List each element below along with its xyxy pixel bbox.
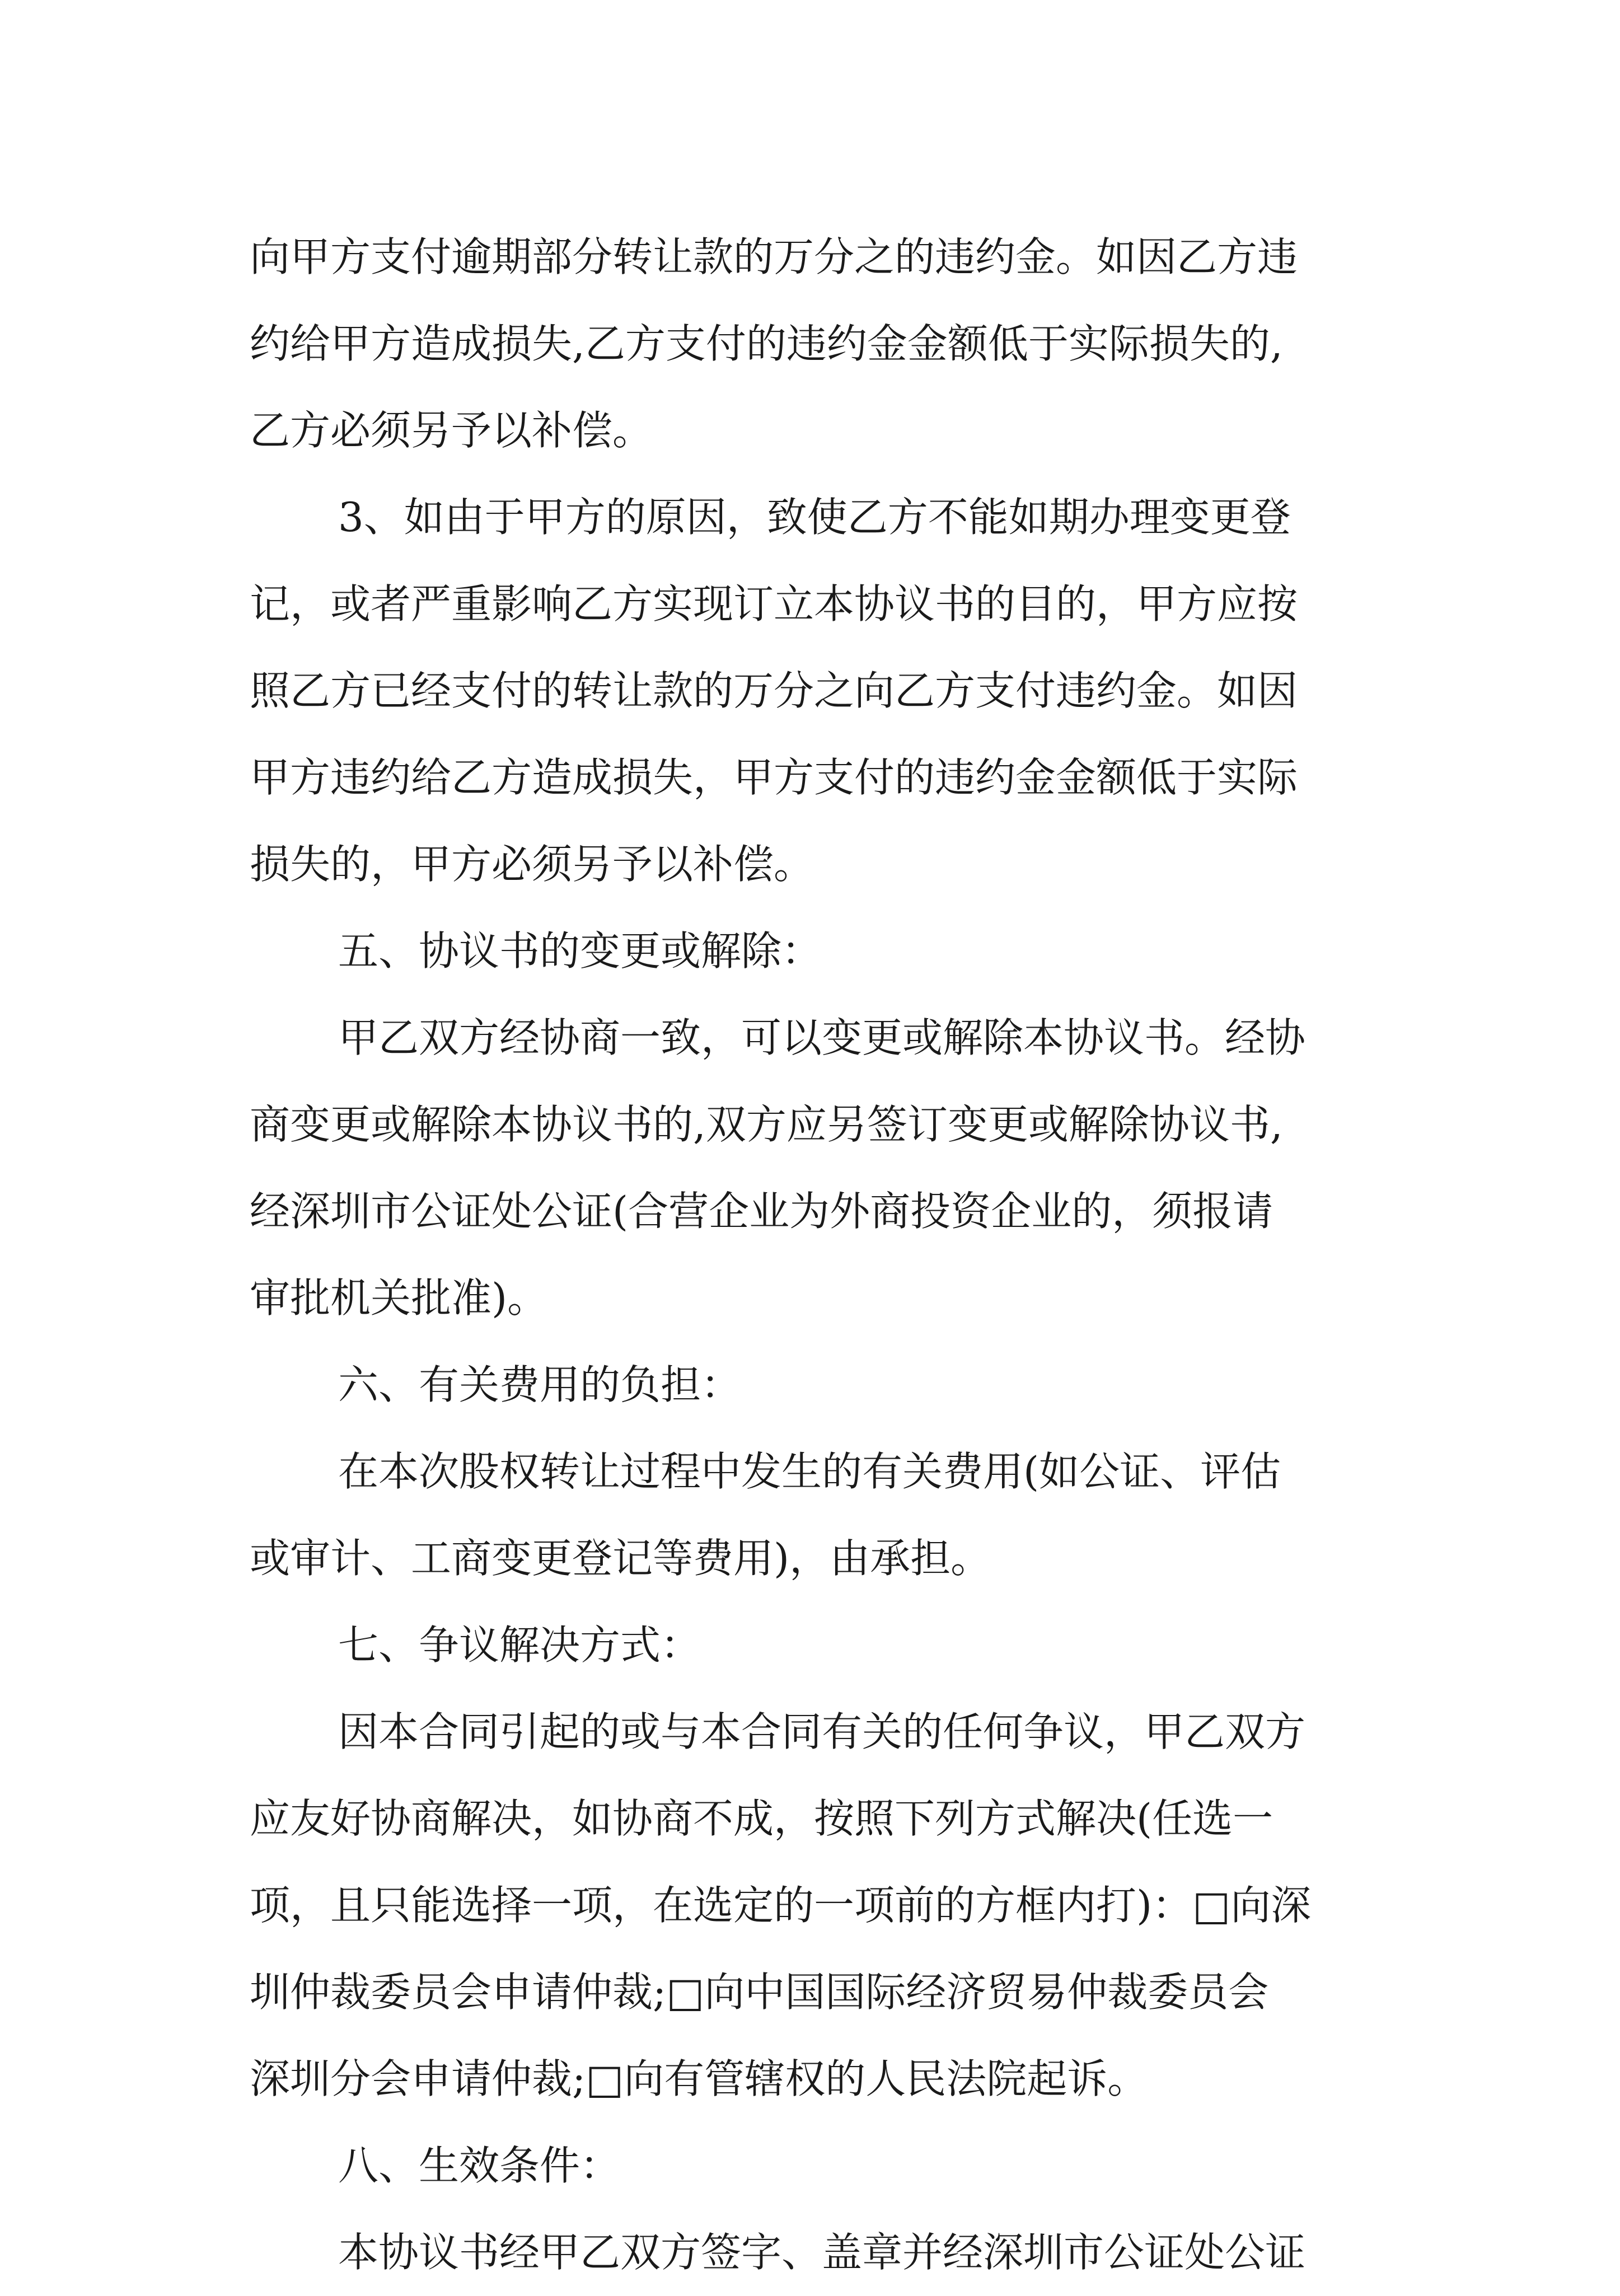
- text-line: 向甲方支付逾期部分转让款的万分之的违约金。如因乙方违: [250, 233, 1298, 280]
- text-line: 圳仲裁委员会申请仲裁;□向中国国际经济贸易仲裁委员会: [250, 1969, 1269, 2016]
- section-heading: 五、协议书的变更或解除：: [338, 927, 822, 974]
- text-line: 经深圳市公证处公证(合营企业为外商投资企业的，须报请: [250, 1188, 1273, 1235]
- section-heading: 八、生效条件：: [338, 2142, 621, 2189]
- text-line: 项，且只能选择一项，在选定的一项前的方框内打)：□向深: [250, 1882, 1312, 1929]
- text-line: 或审计、工商变更登记等费用)，由承担。: [250, 1535, 991, 1582]
- text-line: 甲乙双方经协商一致，可以变更或解除本协议书。经协: [338, 1014, 1306, 1061]
- text-line: 损失的，甲方必须另予以补偿。: [250, 841, 814, 888]
- text-line: 在本次股权转让过程中发生的有关费用(如公证、评估: [338, 1448, 1281, 1495]
- text-line: 本协议书经甲乙双方签字、盖章并经深圳市公证处公证: [338, 2229, 1306, 2276]
- text-line: 3、如由于甲方的原因，致使乙方不能如期办理变更登: [338, 494, 1291, 541]
- text-line: 记，或者严重影响乙方实现订立本协议书的目的，甲方应按: [250, 580, 1298, 627]
- document-body: [250, 214, 1386, 2296]
- text-line: 因本合同引起的或与本合同有关的任何争议，甲乙双方: [338, 1708, 1306, 1755]
- text-line: 约给甲方造成损失,乙方支付的违约金金额低于实际损失的,: [250, 320, 1283, 367]
- text-line: 审批机关批准)。: [250, 1274, 548, 1322]
- text-line: 乙方必须另予以补偿。: [250, 407, 653, 454]
- section-heading: 七、争议解决方式：: [338, 1622, 701, 1669]
- text-line: 商变更或解除本协议书的,双方应另签订变更或解除协议书,: [250, 1101, 1283, 1148]
- text-line: 应友好协商解决，如协商不成，按照下列方式解决(任选一: [250, 1795, 1273, 1842]
- text-line: 深圳分会申请仲裁;□向有管辖权的人民法院起诉。: [250, 2055, 1148, 2102]
- section-heading: 六、有关费用的负担：: [338, 1361, 742, 1408]
- text-line: 照乙方已经支付的转让款的万分之向乙方支付违约金。如因: [250, 667, 1298, 714]
- text-line: 甲方违约给乙方造成损失，甲方支付的违约金金额低于实际: [250, 754, 1298, 801]
